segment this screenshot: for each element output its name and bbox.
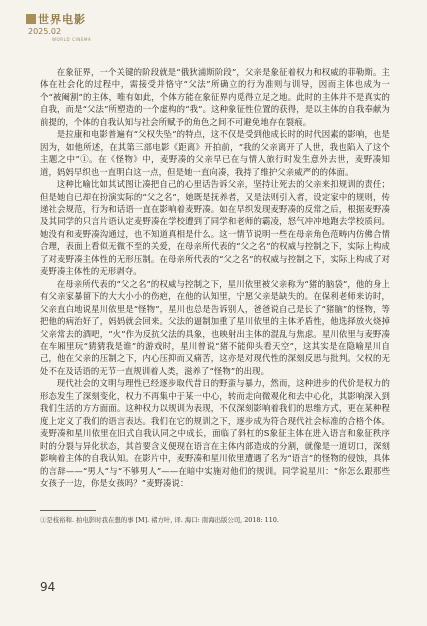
- footnote: ①是枝裕和. 拍电影时我在想的事 [M]. 褚方叶, 译. 海口: 南海出版公司, 2018: 110.: [40, 516, 279, 524]
- logo-mark-icon: [26, 14, 36, 24]
- issue-number: 2025.02: [28, 27, 62, 36]
- journal-tagline: WORLD CINEMA: [52, 37, 92, 42]
- paragraph: 现代社会的文明与理性已经逐步取代昔日的野蛮与暴力，然而，这种进步的代价是权力的形态发生了深刻变化，权力不再集中于某一中心，转而走向微观化和去中心化，其影响深入到我们生活的方方面面。这种权力以规训为表现，不仅深刻影响着我们的思维方式，更在某种程度上定义了我们的语言表达。我们在它的规训之下，逐步成为符合现代社会标准的合格个体。麦野凑和星川依里在旧式自我认同之中成长，面临了斜杠的S象征主体在进入语言和象征秩序时的分裂与异化状态，其首要含义便现在语言在主体内部造成的分割，就像是一道切口，深刻影响着主体的自我认知。在影片中，麦野凑和星川依里遭遇了名为“语言”的怪物的侵蚀，具体的言辞——“男人”与“不够男人”——在暗中实施对他们的规训。同学说星川：“你怎么跟那些女孩子一边，你是女孩吗？”麦野凑说：: [40, 378, 390, 488]
- article-body: [40, 66, 390, 489]
- journal-masthead: [26, 14, 116, 46]
- paragraph: 是拉康和电影普遍有“父权失坠”的特点，这不仅是受到他成长时的时代因素的影响，也是因为，如他所述，在其第三部电影《距离》开拍前，“我的父亲离开了人世，我也陷入了这个主题之中”①。在《怪物》中，麦野凑的父亲早已在与情人旅行时发生意外去世，麦野凑知道，妈妈早织也一直明白这一点，但是她一直向凑，我持了维护父亲威严的的体面。: [40, 129, 390, 177]
- paragraph: 在母亲所代表的“父之名”的权威与控制之下，星川依里被父亲称为“猪的脑袋”，他的身上有父亲家暴留下的大大小小的伤疤，在他的认知里，宁愿父亲是缺失的。在保利老师来访时，父亲直白地说星川依里是“怪物”，星川也总是告诉别人，爸爸说自己是长了“猪脑”的怪物，等把他的病治好了，妈妈就会回来。父法的逼制加重了星川依里的主体矛盾性，他选择放火烧掉父亲常去的酒吧，“火”作为反抗父法的具象，也映射出主体的混乱与焦虑。星川依里与麦野凑在车厢里玩“猜猜我是谁”的游戏时，星川曾说“猪不能仰头看天空”，这其实是在隐喻星川自己，他在父亲的压制之下，内心压抑而又痛苦，这亦是对现代性的深刻反思与批判。父权的无处不在及话语的无节一直规训着人类，滋养了“怪物”的出现。: [40, 278, 390, 376]
- paragraph: 在象征界，一个关键的阶段就是“俄狄浦斯阶段”，父亲是象征着权力和权威的菲勒斯。主体在社会化的过程中，需接受并恪守“父法”所确立的行为准则与训导，因而主体也成为一个“被阉割”的主体，唯有如此，个体方能在象征界内觅得立足之地。此时的主体并不是真实的自我，而是“父法”所塑造的一个虚构的“我”。这种象征性位置的获得，是以主体的自我奉献为前提的，个体的自我认知与社会所赋予的角色之间不可避免地存在裂痕。: [40, 67, 390, 127]
- footnote-divider: [40, 510, 96, 511]
- paragraph: 这种比喻比如其试图让凑把自己的心里话告诉父亲，坚持让死去的父亲来扣规训的责任；但是她自已却在扮演实际的“父之名”，她既是抚养者，又是法则引入者，设定家中的规则，传递社会规范，行为和话语一直在影响着麦野凑。如在早织发现麦野凑的反常之后，根据麦野凑及其同学的只言片语认定麦野凑在学校遭到了同学和老师的霸凌，怒气冲冲地跑去学校质问。她没有和麦野凑沟通过，也不知道真相是什么。这一情节说明一些在母亲角色范畴内仿佛合情合理，表面上看似无微不至的关爱，在母亲所代表的“父之名”的权威与控制之下，实际上构成了对麦野凑主体性的无形压制。在母亲所代表的“父之名”的权威与控制之下，实际上构成了对麦野凑主体性的无形剥夺。: [40, 179, 390, 277]
- page-number: 94: [40, 580, 56, 594]
- journal-title: 世界电影: [38, 13, 86, 26]
